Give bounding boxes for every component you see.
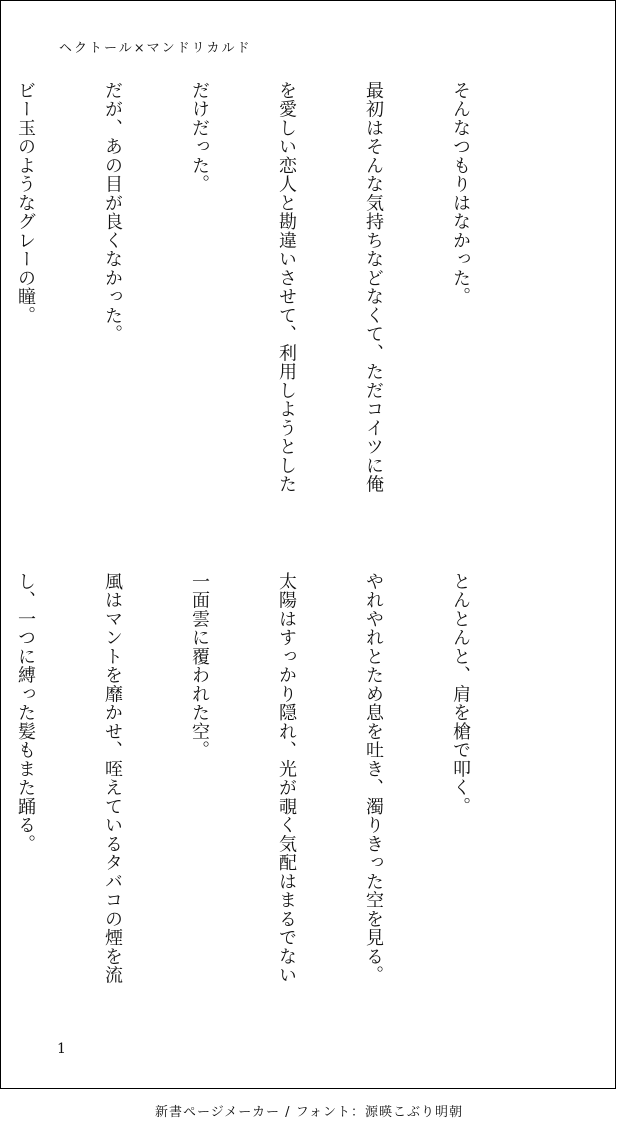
page-number: 1	[57, 1041, 66, 1057]
text-line: そんなつもりはなかった。	[450, 81, 471, 306]
text-line: やれやれとため息を吐き、濁りきった空を見る。	[363, 572, 384, 985]
text-line: とんとんと、肩を槍で叩く。	[450, 572, 471, 816]
text-line: だけだった。	[189, 81, 210, 194]
text-line: を愛しい恋人と勘違いさせて、利用しようとした	[276, 81, 297, 494]
upper-text-block	[0, 81, 533, 531]
text-line: 一面雲に覆われた空。	[189, 572, 210, 760]
text-line: 風はマントを靡かせ、咥えているタバコの煙を流	[102, 572, 123, 985]
lower-text-block	[0, 572, 533, 1022]
text-line: ビー玉のようなグレーの瞳。	[15, 81, 36, 325]
text-line: だが、あの目が良くなかった。	[102, 81, 123, 344]
text-line: 最初はそんな気持ちなどなくて、ただコイツに俺	[363, 81, 384, 494]
text-line: 太陽はすっかり隠れ、光が覗く気配はまるでない	[276, 572, 297, 985]
footer-credit: 新書ページメーカー / フォント：源暎こぶり明朝	[154, 1105, 464, 1120]
running-header-title: ヘクトール×マンドリカルド	[59, 41, 252, 56]
text-line: し、一つに縛った髪もまた踊る。	[15, 572, 36, 854]
